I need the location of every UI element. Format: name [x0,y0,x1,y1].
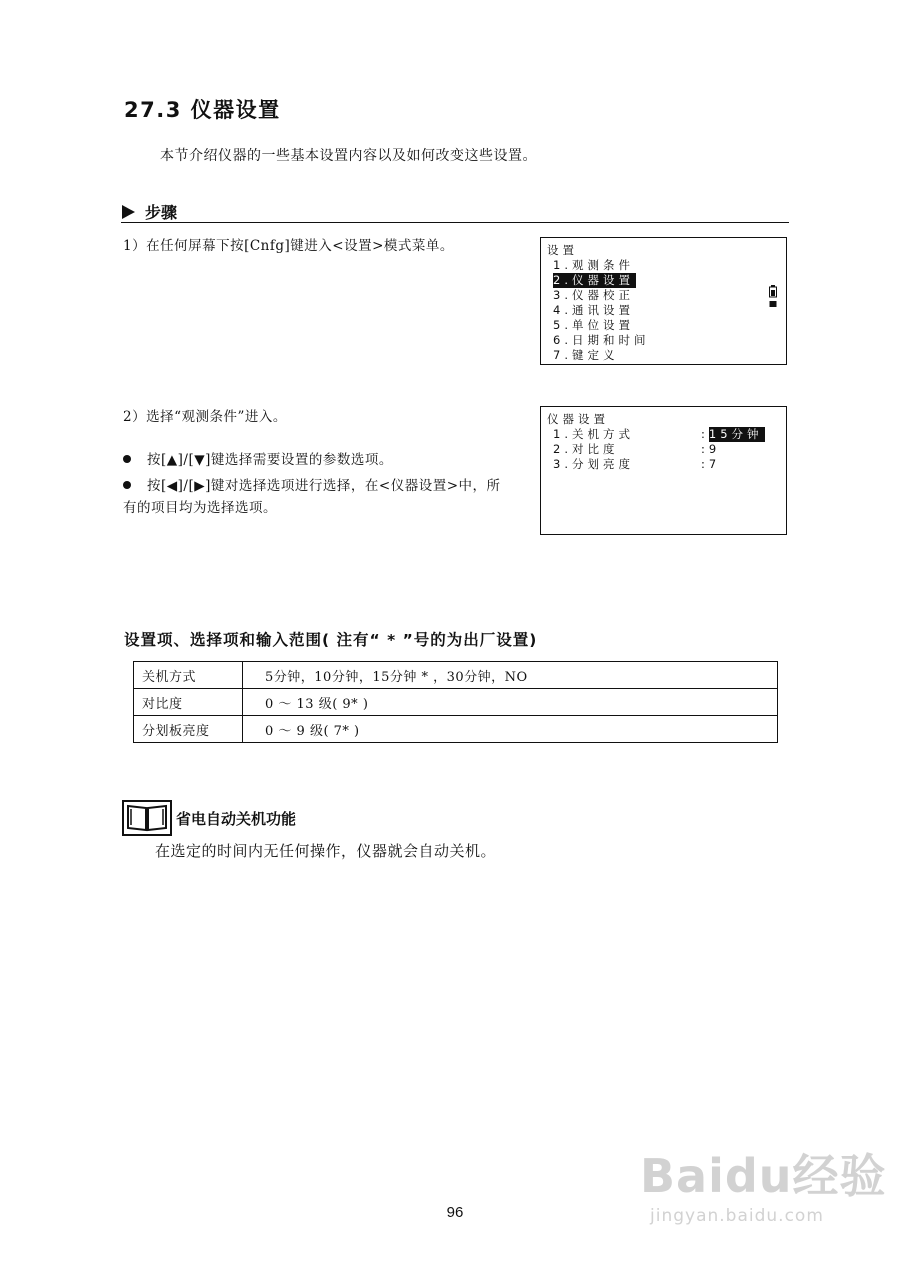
setting-value-selected: 15分钟 [708,427,763,441]
note-title: 省电自动关机功能 [176,809,297,828]
table-cell-item: 分划板亮度 [134,716,243,743]
setting-value: 9 [708,442,721,456]
table-cell-item: 对比度 [134,689,243,716]
setting-row: 1.关机方式 :15分钟 [553,427,763,441]
menu-item-selected: 2.仪器设置 [553,273,634,287]
page-number: 96 [446,1204,464,1221]
note-heading [122,800,296,836]
bullet-icon [123,455,131,463]
bullet-item: 按[▲]/[▼]键选择需要设置的参数选项。 [123,449,503,471]
heading-divider [121,222,789,223]
steps-heading [122,200,177,223]
table-row [134,662,778,689]
baidu-watermark: Baidu经验 jingyan.baidu.com [640,1149,887,1226]
intro-paragraph: 本节介绍仪器的一些基本设置内容以及如何改变这些设置。 [160,148,537,164]
table-cell-options: 0 ～ 13 级( 9* ) [243,689,778,716]
bullet-item: 按[◀]/[▶]键对选择选项进行选择，在<仪器设置>中，所有的项目均为选择选项。 [123,478,501,516]
table-title: 设置项、选择项和输入范围( 注有“ * ”号的为出厂设置) [124,631,538,649]
battery-icon [769,285,778,309]
table-row [134,689,778,716]
book-icon [122,800,172,836]
table-row [134,716,778,743]
screen-title: 设置 [547,243,578,257]
menu-item: 7.键定义 [553,348,619,362]
screen-title: 仪器设置 [547,412,609,426]
menu-item: 5.单位设置 [553,318,634,332]
section-title: 27.3 仪器设置 [124,98,281,122]
settings-table [133,661,778,743]
triangle-right-icon [122,205,135,219]
setting-value: 7 [708,457,721,471]
menu-item: 4.通讯设置 [553,303,634,317]
table-cell-item: 关机方式 [134,662,243,689]
setting-row: 3.分划亮度 :7 [553,457,721,471]
bullet-icon [123,481,131,489]
instrument-settings-screen [540,406,787,535]
setting-row: 2.对比度 :9 [553,442,721,456]
steps-heading-label: 步骤 [145,203,178,222]
menu-item: 6.日期和时间 [553,333,650,347]
table-cell-options: 5分钟，10分钟，15分钟 * ，30分钟，NO [243,662,778,689]
menu-item: 3.仪器校正 [553,288,634,302]
step-2-text: 2）选择“观测条件”进入。 [123,409,287,425]
table-cell-options: 0 ～ 9 级( 7* ) [243,716,778,743]
step-1-text: 1）在任何屏幕下按[Cnfg]键进入<设置>模式菜单。 [123,238,454,254]
settings-menu-screen [540,237,787,365]
menu-item: 1.观测条件 [553,258,634,272]
note-text: 在选定的时间内无任何操作，仪器就会自动关机。 [155,842,497,860]
